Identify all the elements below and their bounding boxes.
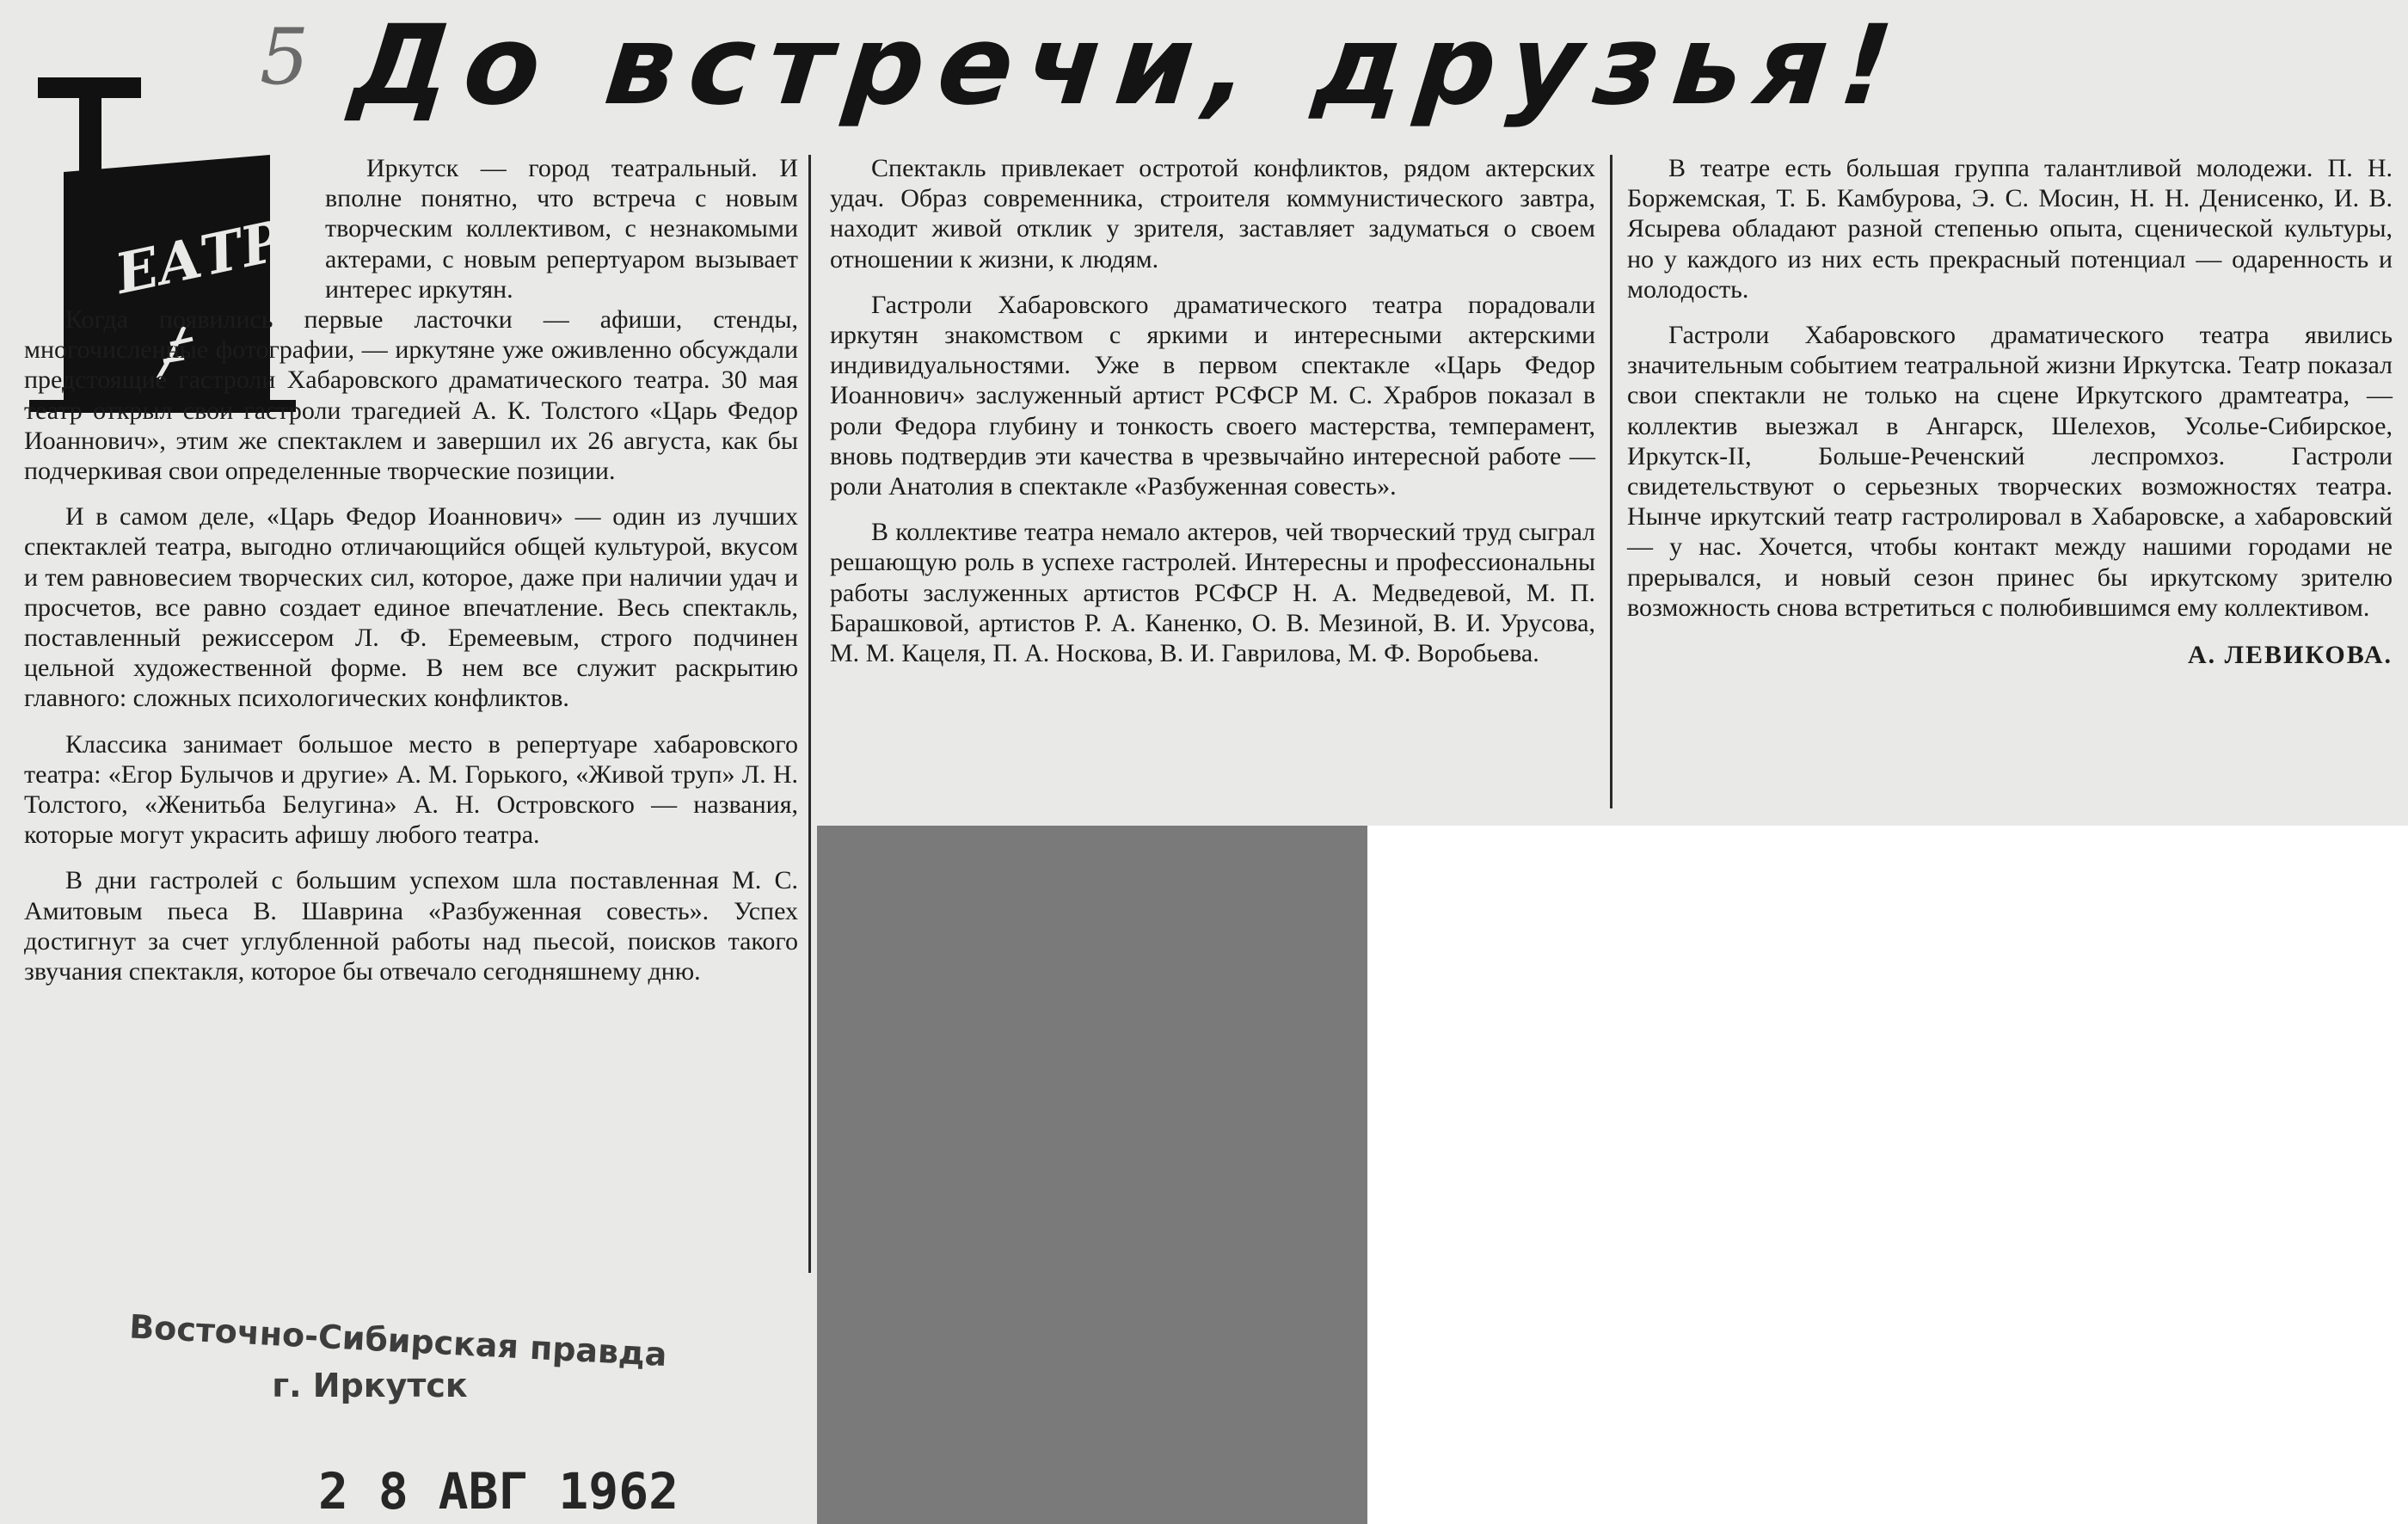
stamp-date: 2 8 АВГ 1962 [318, 1462, 679, 1521]
column-rule-2 [1610, 155, 1612, 808]
paragraph: Гастроли Хабаровского драматического театра порадовали иркутян знакомством с яркими и интересными актерскими индивидуальностями. Уже в первом спектакле «Царь Федор Иоаннович» заслуженный артист РСФСР М. С. Храбров показал в роли Федора глубину и тонкость своего мастерства, темперамент, вновь подтвердив эти качества в чрезвычайно интересной работе — роли Анатолия в спектакле «Разбуженная совесть». [830, 290, 1595, 501]
background-scan-area [817, 826, 1367, 1524]
author-signature: А. ЛЕВИКОВА. [2188, 641, 2393, 670]
newspaper-source-stamp [128, 1307, 668, 1404]
stamp-city: г. Иркутск [272, 1367, 468, 1404]
paragraph: В театре есть большая группа талантливой молодежи. П. Н. Боржемская, Т. Б. Камбурова, Э. С. Мосин, Н. Н. Денисенко, И. В. Ясырева обладают разной степенью опыта, сценической культуры, но у каждого из них есть прекрасный потенциал — одаренность и молодость. [1627, 154, 2393, 304]
paragraph: Гастроли Хабаровского драматического театра явились значительным событием театральной жизни Иркутска. Театр показал свои спектакли не только на сцене Иркутского драмтеатра, — коллектив выезжал в Ангарск, Шелехов, Усолье-Сибирское, Иркутск-II, Больше-Реченский леспромхоз. Гастроли свидетельствуют о серьезных творческих возможностях театра. Нынче иркутский театр гастролировал в Хабаровске, а хабаровский — у нас. Хочется, чтобы контакт между нашими городами не прерывался, и новый сезон принес бы иркутскому зрителю возможность снова встретиться с полюбившимся ему коллективом. [1627, 321, 2393, 622]
paragraph: Классика занимает большое место в репертуаре хабаровского театра: «Егор Булычов и другие» А. М. Горького, «Живой труп» Л. Н. Толстого, «Женитьба Белугина» А. Н. Островского — названия, которые могут украсить афишу любого театра. [24, 729, 798, 850]
paragraph: И в самом деле, «Царь Федор Иоаннович» — один из лучших спектаклей театра, выгодно отличающийся общей культурой, вкусом и тем равновесием творческих сил, которое, даже при наличии удач и просчетов, все равно создает единое впечатление. Весь спектакль, поставленный режиссером Л. Ф. Еремеевым, строго подчинен цельной художественной форме. В нем все служит раскрытию главного: сложных психологических конфликтов. [24, 502, 798, 713]
handwritten-page-number: 5 [260, 12, 310, 102]
article-column-1 [24, 153, 798, 986]
article-column-3 [1627, 153, 2393, 670]
article-column-2 [830, 153, 1595, 668]
column-rule-1 [808, 155, 811, 1273]
paragraph: В дни гастролей с большим успехом шла поставленная М. С. Амитовым пьеса В. Шаврина «Разбуженная совесть». Успех достигнут за счет углубленной работы над пьесой, поисков такого звучания спектакля, которое бы отвечало сегодняшнему дню. [24, 866, 798, 986]
paragraph: Когда появились первые ласточки — афиши, стенды, многочисленные фотографии, — иркутяне уже оживленно обсуждали предстоящие гастроли Хабаровского драматического театра. 30 мая театр открыл свои гастроли трагедией А. К. Толстого «Царь Федор Иоаннович», этим же спектаклем и завершил их 26 августа, как бы подчеркивая свои определенные творческие позиции. [24, 305, 798, 486]
stamp-newspaper-name: Восточно-Сибирская правда [128, 1307, 668, 1374]
paragraph: В коллективе театра немало актеров, чей творческий труд сыграл решающую роль в успехе гастролей. Интересны и профессиональны работы заслуженных артистов РСФСР Н. А. Медведевой, М. П. Барашковой, артистов Р. А. Каненко, О. В. Мезиной, В. И. Урусова, М. М. Кацеля, П. А. Носкова, В. И. Гаврилова, М. Ф. Воробьева. [830, 518, 1595, 668]
paragraph: Иркутск — город театральный. И вполне понятно, что встреча с новым творческим коллективом, с незнакомыми актерами, с новым репертуаром вызывает интерес иркутян. [325, 154, 798, 304]
article-headline: До встречи, друзья! [346, 2, 1912, 130]
paragraph: Спектакль привлекает остротой конфликтов, рядом актерских удач. Образ современника, строителя коммунистического завтра, находит живой отклик у зрителя, заставляет задуматься о своем отношении к жизни, к людям. [830, 154, 1595, 273]
svg-text:ЕАТР: ЕАТР [109, 208, 289, 308]
